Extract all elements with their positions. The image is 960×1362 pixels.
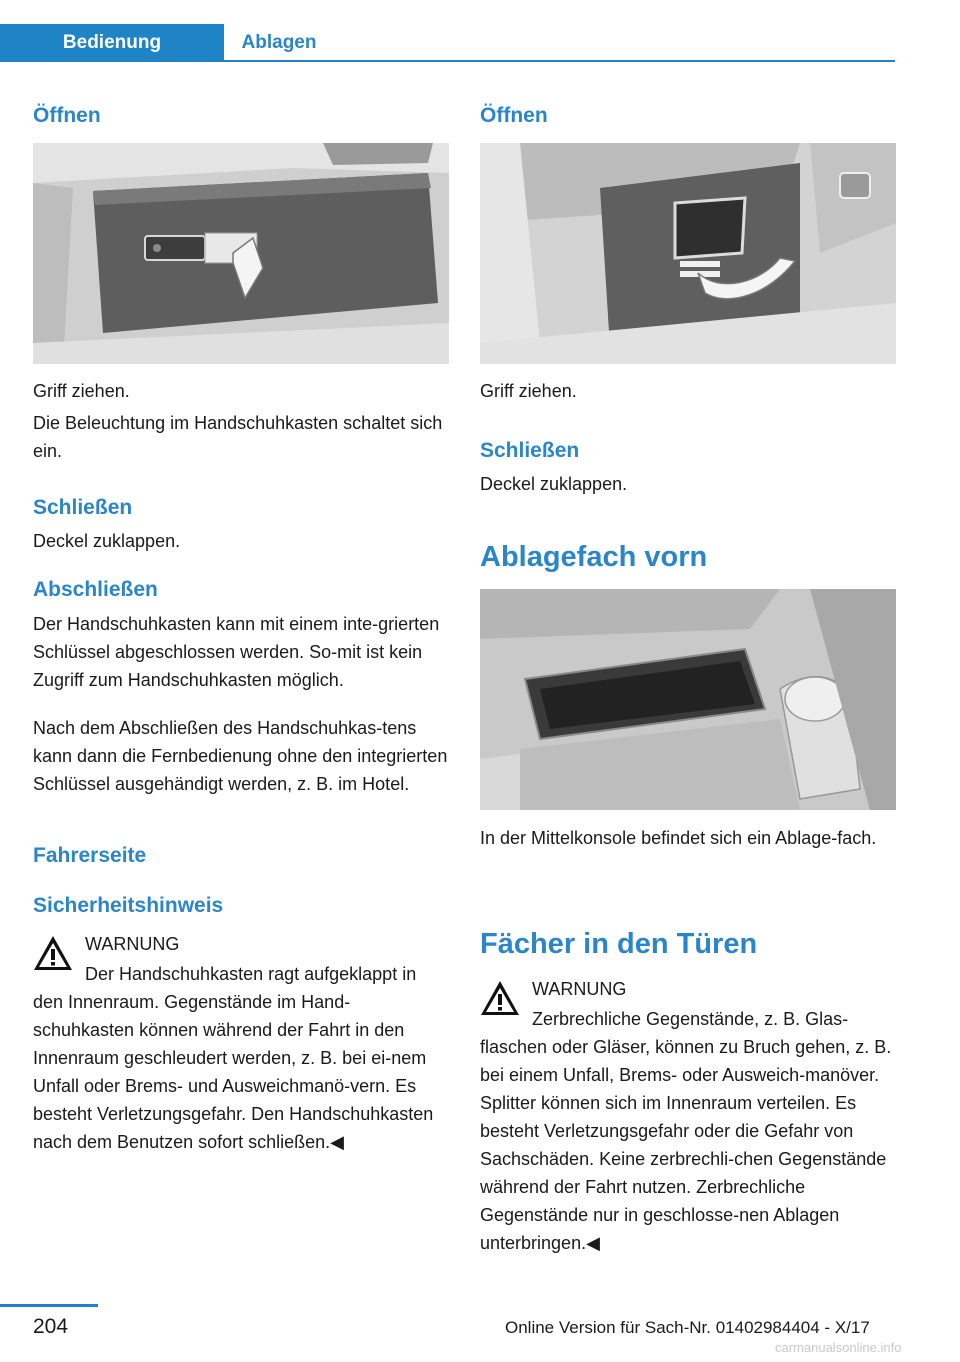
- heading-open-passenger: Öffnen: [33, 104, 101, 127]
- heading-close-passenger: Schließen: [33, 496, 133, 519]
- page-number: 204: [33, 1315, 69, 1338]
- heading-front-tray: Ablagefach vorn: [480, 541, 708, 573]
- heading-open-driver: Öffnen: [480, 104, 548, 127]
- open-text-1: Griff ziehen.: [33, 381, 130, 401]
- warning-label-right: WARNUNG: [532, 979, 627, 999]
- tab-ablagen[interactable]: Ablagen: [241, 31, 317, 53]
- open-text-2: Die Beleuchtung im Handschuhkasten schaltet sich ein.: [33, 413, 443, 461]
- chapter-header: [0, 0, 895, 62]
- close-text-driver: Deckel zuklappen.: [480, 474, 628, 494]
- front-tray-illustration: [480, 589, 896, 810]
- warning-label-left: WARNUNG: [85, 934, 180, 954]
- heading-safety-note: Sicherheitshinweis: [33, 894, 224, 917]
- lock-text-1: Der Handschuhkasten kann mit einem inte‐grierten Schlüssel abgeschlossen werden. So‐mit ist kein Zugriff zum Handschuhkasten möglich.: [33, 614, 440, 690]
- glovebox-passenger-illustration: [33, 143, 449, 364]
- heading-door-pockets: Fächer in den Türen: [480, 928, 758, 960]
- open-text-driver: Griff ziehen.: [480, 381, 577, 401]
- online-version-note: Online Version für Sach-Nr. 01402984404 - X/17: [505, 1318, 870, 1337]
- close-text-passenger: Deckel zuklappen.: [33, 531, 181, 551]
- warning-text-right: Zerbrechliche Gegenstände, z. B. Glas‐flaschen oder Gläser, können zu Bruch gehen, z. B. bei einem Unfall, Brems- oder Ausweich‐manöver. Splitter können sich im Innenraum verteilen. Es besteht Verletzungsgefahr oder die Gefahr von Sachschäden. Keine zerbrechli‐chen Gegenstände während der Fahrt nutzen. Zerbrechliche Gegenstände nur in geschlosse‐nen Ablagen unterbringen.◀: [480, 1009, 892, 1253]
- footer-divider: [0, 1304, 98, 1307]
- front-tray-text: In der Mittelkonsole befindet sich ein Ablage‐fach.: [480, 828, 877, 848]
- warning-text-left: Der Handschuhkasten ragt aufgeklappt in den Innenraum. Gegenstände im Hand‐schuhkasten können während der Fahrt in den Innenraum geschleudert werden, z. B. bei ei‐nem Unfall oder Brems- und Ausweichmanö‐vern. Es besteht Verletzungsgefahr. Den Handschuhkasten nach dem Benutzen sofort schließen.◀: [33, 964, 434, 1152]
- glovebox-driver-illustration: [480, 143, 896, 364]
- header-divider: [0, 60, 895, 62]
- lock-text-2: Nach dem Abschließen des Handschuhkas‐tens kann dann die Fernbedienung ohne den integrierten Schlüssel ausgehändigt werden, z. B. im Hotel.: [33, 718, 448, 794]
- heading-close-driver: Schließen: [480, 439, 580, 462]
- front-tray-figure: [480, 589, 896, 810]
- heading-lock: Abschließen: [33, 578, 158, 601]
- glovebox-passenger-figure: [33, 143, 449, 364]
- watermark: carmanualsonline.info: [775, 1340, 902, 1355]
- tab-bedienung[interactable]: Bedienung: [0, 24, 224, 61]
- heading-driver-side: Fahrerseite: [33, 844, 147, 867]
- glovebox-driver-figure: [480, 143, 896, 364]
